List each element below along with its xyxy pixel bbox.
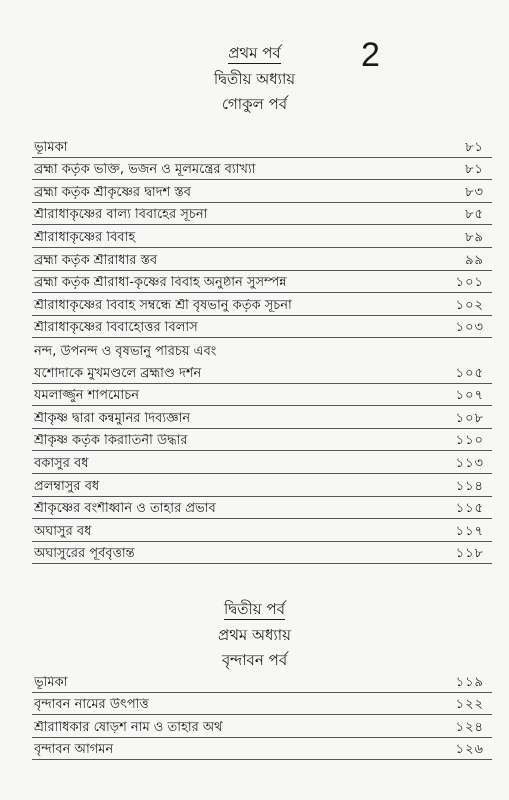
part2-chapter: প্রথম অধ্যায় bbox=[218, 626, 291, 644]
toc-entry-title: শ্রীকৃষ্ণের বংশীধ্বনি ও তাহার প্রভাব bbox=[34, 502, 216, 516]
toc-entry-page: ৮১ bbox=[465, 139, 484, 155]
toc-entry-page: ১১৯ bbox=[455, 674, 484, 690]
toc-part2 bbox=[32, 670, 492, 760]
toc-entry-page: ১০৩ bbox=[455, 320, 484, 336]
toc-entry bbox=[32, 180, 492, 203]
toc-part1 bbox=[32, 135, 492, 564]
toc-entry bbox=[32, 293, 492, 316]
toc-entry bbox=[32, 338, 492, 361]
toc-entry-page: ৮৩ bbox=[465, 184, 484, 200]
toc-entry bbox=[32, 248, 492, 271]
toc-entry-title: ভূমিকা bbox=[34, 675, 68, 689]
toc-entry-title: শ্রীরাধাকৃষ্ণের বিবাহ bbox=[34, 230, 136, 244]
toc-entry-title: বৃন্দাবন আগমন bbox=[34, 743, 114, 757]
toc-entry-title: শ্রীরাধাকৃষ্ণের বিবাহোত্তর বিলাস bbox=[34, 321, 198, 335]
toc-entry-page: ১১৮ bbox=[455, 546, 484, 562]
toc-entry bbox=[32, 693, 492, 716]
toc-entry bbox=[32, 225, 492, 248]
toc-entry-page: ৮১ bbox=[465, 162, 484, 178]
toc-entry-page: ১১৫ bbox=[455, 501, 484, 517]
toc-entry-page: ৮৯ bbox=[465, 229, 484, 245]
toc-entry-page: ১০৫ bbox=[455, 365, 484, 381]
toc-entry-title: প্রলম্বাসুর বধ bbox=[34, 479, 100, 493]
toc-entry-title: বৃন্দাবন নামের উৎপত্তি bbox=[34, 698, 149, 712]
toc-entry-page: ১১৪ bbox=[455, 478, 484, 494]
part1-subtitle: গোকুল পর্ব bbox=[221, 95, 288, 113]
toc-entry bbox=[32, 361, 492, 384]
toc-entry-page: ১০১ bbox=[455, 275, 484, 291]
toc-entry-title: ব্রহ্মা কর্তৃক শ্রীরাধার স্তব bbox=[34, 253, 158, 267]
part2-subtitle: বৃন্দাবন পর্ব bbox=[221, 651, 288, 669]
toc-entry-title: যমলার্জ্জুন শাপমোচন bbox=[34, 389, 139, 403]
toc-entry bbox=[32, 670, 492, 693]
toc-entry bbox=[32, 203, 492, 226]
toc-entry-page: ১০২ bbox=[455, 297, 484, 313]
toc-entry-title: শ্রীকৃষ্ণ কর্তৃক কিরাতিনী উদ্ধার bbox=[34, 434, 188, 448]
toc-entry-title: নন্দ, উপনন্দ ও বৃষভানু পরিচয় এবং bbox=[34, 344, 217, 358]
toc-entry-title: অঘাসুর বধ bbox=[34, 524, 92, 538]
part1-title-text: প্রথম পর্ব bbox=[228, 44, 281, 62]
toc-entry-page: ৯৯ bbox=[465, 252, 484, 268]
toc-entry-title: ব্রহ্মা কর্তৃক শ্রীরাধা-কৃষ্ণের বিবাহ অনুষ্ঠান সুসম্পন্ন bbox=[34, 276, 287, 290]
toc-entry-page: ১২২ bbox=[455, 697, 484, 713]
toc-entry bbox=[32, 474, 492, 497]
toc-entry-page: ১০৭ bbox=[455, 388, 484, 404]
toc-entry bbox=[32, 738, 492, 761]
toc-entry-title: ব্রহ্মা কর্তৃক শ্রীকৃষ্ণের দ্বাদশ স্তব bbox=[34, 185, 191, 199]
toc-entry bbox=[32, 271, 492, 294]
part1-title bbox=[0, 46, 509, 61]
toc-entry bbox=[32, 429, 492, 452]
toc-entry-title: শ্রীরাধিকার ষোড়শ নাম ও তাহার অর্থ bbox=[34, 720, 223, 734]
part1-chapter: দ্বিতীয় অধ্যায় bbox=[213, 70, 296, 88]
toc-entry bbox=[32, 451, 492, 474]
toc-entry bbox=[32, 384, 492, 407]
toc-entry-page: ১১০ bbox=[455, 433, 484, 449]
toc-entry bbox=[32, 497, 492, 520]
toc-entry-title: শ্রীরাধাকৃষ্ণের বিবাহ সম্বন্ধে শ্রী বৃষভানু কর্তৃক সূচনা bbox=[34, 298, 292, 312]
page-number: 2 bbox=[361, 36, 380, 74]
toc-entry-title: বকাসুর বধ bbox=[34, 456, 89, 470]
toc-entry bbox=[32, 135, 492, 158]
toc-entry-title: অঘাসুরের পূর্ববৃত্তান্ত bbox=[34, 547, 135, 561]
toc-entry bbox=[32, 316, 492, 339]
toc-entry-page: ১০৮ bbox=[455, 410, 484, 426]
part2-title-text: দ্বিতীয় পর্ব bbox=[224, 600, 285, 618]
toc-entry bbox=[32, 715, 492, 738]
toc-entry-page: ১২৬ bbox=[455, 742, 484, 758]
toc-entry-title: শ্রীরাধাকৃষ্ণের বাল্য বিবাহের সূচনা bbox=[34, 208, 208, 222]
toc-entry bbox=[32, 519, 492, 542]
toc-entry-page: ৮৫ bbox=[465, 207, 484, 223]
toc-entry-title: ব্রহ্মা কর্তৃক ভক্তি, ভজন ও মূলমন্ত্রের ব্যাখ্যা bbox=[34, 163, 256, 177]
toc-entry-page: ১১৩ bbox=[455, 455, 484, 471]
toc-entry-page: ১২৪ bbox=[455, 719, 484, 735]
toc-entry-title: ভূমিকা bbox=[34, 140, 68, 154]
toc-entry bbox=[32, 542, 492, 565]
toc-entry-page: ১১৭ bbox=[455, 523, 484, 539]
part2-title bbox=[0, 602, 509, 617]
toc-entry bbox=[32, 158, 492, 181]
toc-entry bbox=[32, 406, 492, 429]
toc-entry-title: শ্রীকৃষ্ণ দ্বারা কন্বমুনির দিব্যজ্ঞান bbox=[34, 411, 191, 425]
toc-entry-title: যশোদাকে মুখমণ্ডলে ব্রহ্মাণ্ড দর্শন bbox=[34, 366, 202, 380]
